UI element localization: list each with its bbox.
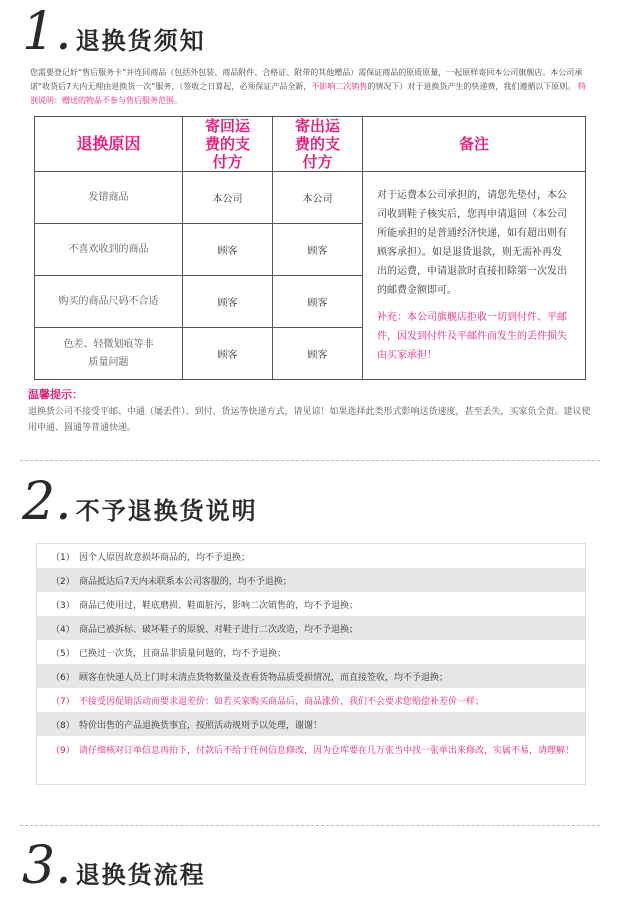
- no-return-list: [36, 543, 586, 785]
- table-header-row: [35, 117, 586, 172]
- note-text: 对于运费本公司承担的，请您先垫付，本公司收到鞋子核实后，您再申请退回（本公司所能承担的是普通经济快递，如有超出则有顾客承担）。如是退货退款，则无需补再发出的运费，申请退款时直接扣除第一次发出的邮费金额即可。: [377, 190, 567, 296]
- list-item: [37, 568, 585, 592]
- section-number: 3.: [22, 836, 72, 896]
- return-payer-cell: 顾客: [183, 328, 273, 380]
- header-send-payer: 寄出运费的支付方: [273, 117, 363, 172]
- reason-cell: 购买的商品尺码不合适: [35, 276, 183, 328]
- list-item: [37, 664, 585, 688]
- section-title: 退换货流程: [75, 860, 206, 889]
- section-1-header: [22, 2, 206, 62]
- reason-cell: 色差、轻微划痕等非质量问题: [35, 328, 183, 380]
- tip-body: 退换货公司不接受平邮、中通（屡丢件）、到付、货运等快递方式，请见谅！如果选择此类形式影响送货速度，甚至丢失，买家负全责。建议使用申通、圆通等普通快递。: [28, 407, 591, 433]
- list-item-text: 特价出售的产品退换货事宜，按照活动规则予以处理，谢谢！: [79, 720, 323, 731]
- intro-part-1: 您需要登记好“售后服务卡”并连同商品（包括外包装、商品附件、合格证、附带的其他赠品）需保证商品的原质原量，一起原样寄回本公司旗舰店。本公司承诺“收货后7天内无理由退换货一次”服务，（签收之日算起，必须保证产品全新，: [30, 68, 583, 91]
- list-item-text: 因个人原因故意损坏商品的，均不予退换；: [79, 552, 251, 563]
- list-item: [37, 712, 585, 736]
- tip-title: 温馨提示：: [28, 388, 83, 401]
- list-item-text: 商品抵达后7天内未联系本公司客服的，均不予退换；: [79, 576, 292, 587]
- send-payer-cell: 顾客: [273, 276, 363, 328]
- table-row: [35, 172, 586, 224]
- send-payer-cell: 顾客: [273, 224, 363, 276]
- divider: [20, 460, 600, 461]
- list-item-number: （4）: [51, 624, 75, 635]
- section-number: 2.: [22, 472, 72, 532]
- section-2-header: [22, 472, 258, 532]
- list-item-text: 商品已被拆标、破坏鞋子的原貌、对鞋子进行二次改造，均不予退换；: [79, 624, 359, 635]
- list-item-text: 请仔细核对订单信息再拍下，付款后不给于任何信息修改，因为仓库要在几万张当中找一张单出来修改，实属不易，请理解！: [79, 746, 575, 756]
- reason-cell: 不喜欢收到的商品: [35, 224, 183, 276]
- list-item-text: 商品已使用过，鞋底磨损、鞋面脏污，影响二次销售的，均不予退换；: [79, 600, 359, 611]
- list-item: [37, 544, 585, 568]
- return-policy-table: [34, 116, 586, 380]
- list-item-number: （9）: [51, 746, 75, 756]
- list-item: [37, 616, 585, 640]
- list-item-text: 已换过一次货，且商品非质量问题的，均不予退换；: [79, 648, 287, 659]
- list-item-number: （8）: [51, 720, 75, 731]
- list-item: [37, 592, 585, 616]
- header-note: 备注: [363, 117, 586, 172]
- intro-highlight-2: 特别说明：赠送的物品不参与售后服务范围。: [30, 82, 586, 105]
- intro-part-2: 的情况下）对于退换货产生的快递费，我们遵循以下原则。: [367, 82, 576, 91]
- return-payer-cell: 本公司: [183, 172, 273, 224]
- list-item-text: 不接受因促销活动而要求退差价：如若买家购买商品后，商品涨价，我们不会要求您赔偿补差价一样；: [79, 696, 485, 707]
- list-item-number: （3）: [51, 600, 75, 611]
- section-3-header: [22, 836, 206, 896]
- list-item-number: （5）: [51, 648, 75, 659]
- send-payer-cell: 顾客: [273, 328, 363, 380]
- intro-text: [30, 66, 590, 108]
- list-item-text: 顾客在快递人员上门时未清点货物数量及查看货物品质受损情况，而直接签收，均不予退换；: [79, 672, 449, 683]
- list-item-number: （6）: [51, 672, 75, 683]
- section-number: 1.: [22, 2, 72, 62]
- note-cell: [363, 172, 586, 380]
- return-payer-cell: 顾客: [183, 276, 273, 328]
- list-item-number: （7）: [51, 696, 75, 707]
- list-item: [37, 736, 585, 784]
- send-payer-cell: 本公司: [273, 172, 363, 224]
- list-item-number: （1）: [51, 552, 75, 563]
- note-extra: 补充：本公司旗舰店拒收一切到付件、平邮件，因发到付件及平邮件而发生的丢件损失由买家承担！: [377, 312, 567, 361]
- list-item-number: （2）: [51, 576, 75, 587]
- header-reason: 退换原因: [35, 117, 183, 172]
- reason-cell: 发错商品: [35, 172, 183, 224]
- header-return-payer: 寄回运费的支付方: [183, 117, 273, 172]
- divider: [20, 825, 600, 826]
- list-item: [37, 640, 585, 664]
- list-item: [37, 688, 585, 712]
- section-title: 不予退换货说明: [75, 496, 258, 525]
- intro-highlight-1: 不影响二次销售: [311, 82, 368, 91]
- section-title: 退换货须知: [75, 26, 206, 55]
- return-payer-cell: 顾客: [183, 224, 273, 276]
